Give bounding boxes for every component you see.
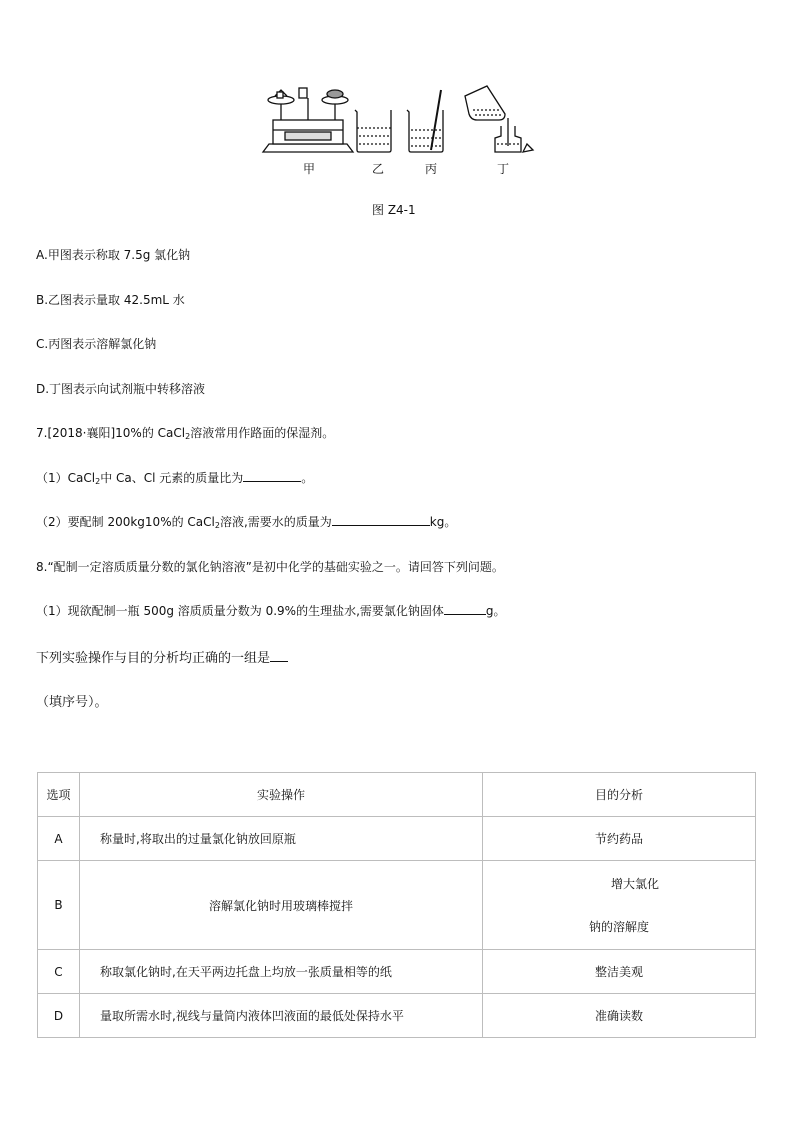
row-aim-line1: 增大氯化	[610, 877, 659, 891]
figure-label-bing: 丙	[425, 162, 438, 176]
beaker-yi-drawing	[355, 110, 391, 152]
row-option: D	[38, 994, 80, 1038]
q7-part2-sub: 2	[214, 521, 220, 530]
q7-part2-end: kg。	[429, 515, 457, 529]
row-option: A	[38, 817, 80, 861]
q7-part1-end: 。	[301, 471, 314, 485]
row-option: C	[38, 950, 80, 994]
figure-caption: 图 Z4-1	[372, 203, 416, 217]
q7-part1-blank[interactable]	[243, 469, 301, 482]
q7-part1	[36, 469, 313, 486]
q8-part1	[36, 602, 506, 619]
apparatus-drawing	[255, 80, 545, 160]
option-d: D.丁图表示向试剂瓶中转移溶液	[36, 382, 206, 396]
header-option: 选项	[38, 773, 80, 817]
q8-part1-end: g。	[485, 604, 506, 618]
beaker-bing-drawing	[407, 90, 443, 152]
q7-part2-suffix: 溶液,需要水的质量为	[219, 515, 332, 529]
reagent-bottle-drawing	[465, 86, 533, 152]
q8-stem: 8.“配制一定溶质质量分数的氯化钠溶液”是初中化学的基础实验之一。请回答下列问题。	[36, 560, 504, 574]
row-aim	[483, 861, 756, 950]
q7-stem-suffix: 溶液常用作路面的保湿剂。	[190, 426, 335, 440]
figure-label-jia: 甲	[303, 162, 316, 176]
balance-drawing	[263, 88, 353, 152]
row-operation: 量取所需水时,视线与量筒内液体凹液面的最低处保持水平	[80, 994, 483, 1038]
q8-part1-blank[interactable]	[444, 602, 486, 615]
row-operation: 称量时,将取出的过量氯化钠放回原瓶	[80, 817, 483, 861]
option-c: C.丙图表示溶解氯化钠	[36, 337, 157, 351]
table-row	[38, 861, 756, 950]
option-b: B.乙图表示量取 42.5mL 水	[36, 293, 185, 307]
q8-part2-fill: （填序号）。	[36, 695, 108, 710]
q8-part2-text: 下列实验操作与目的分析均正确的一组是	[36, 651, 271, 666]
q7-part2-blank[interactable]	[332, 513, 430, 526]
q8-part2-blank[interactable]	[270, 649, 288, 662]
q7-part1-prefix: （1）CaCl	[36, 471, 96, 485]
row-aim: 整洁美观	[483, 950, 756, 994]
table-row	[38, 994, 756, 1038]
figure-label-yi: 乙	[372, 162, 385, 176]
table-row	[38, 950, 756, 994]
figure-label-ding: 丁	[497, 162, 510, 176]
row-aim-line2: 钠的溶解度	[588, 920, 649, 934]
q7-stem-prefix: 7.[2018·襄阳]10%的 CaCl	[36, 426, 186, 440]
option-a: A.甲图表示称取 7.5g 氯化钠	[36, 248, 191, 262]
header-operation: 实验操作	[80, 773, 483, 817]
q7-part1-sub: 2	[95, 477, 101, 486]
q7-stem-sub: 2	[185, 432, 191, 441]
analysis-table	[37, 772, 756, 1038]
row-operation: 称取氯化钠时,在天平两边托盘上均放一张质量相等的纸	[80, 950, 483, 994]
q8-part2	[36, 647, 288, 666]
q7-part2	[36, 513, 456, 530]
row-aim: 节约药品	[483, 817, 756, 861]
row-option: B	[38, 861, 80, 950]
q7-part2-prefix: （2）要配制 200kg10%的 CaCl	[36, 515, 215, 529]
q7-part1-suffix: 中 Ca、Cl 元素的质量比为	[100, 471, 244, 485]
table-row	[38, 817, 756, 861]
q8-part1-prefix: （1）现欲配制一瓶 500g 溶质质量分数为 0.9%的生理盐水,需要氯化钠固体	[36, 604, 444, 618]
q7-stem	[36, 424, 334, 441]
row-aim: 准确读数	[483, 994, 756, 1038]
table-header-row	[38, 773, 756, 817]
row-operation: 溶解氯化钠时用玻璃棒搅拌	[80, 861, 483, 950]
header-aim: 目的分析	[483, 773, 756, 817]
